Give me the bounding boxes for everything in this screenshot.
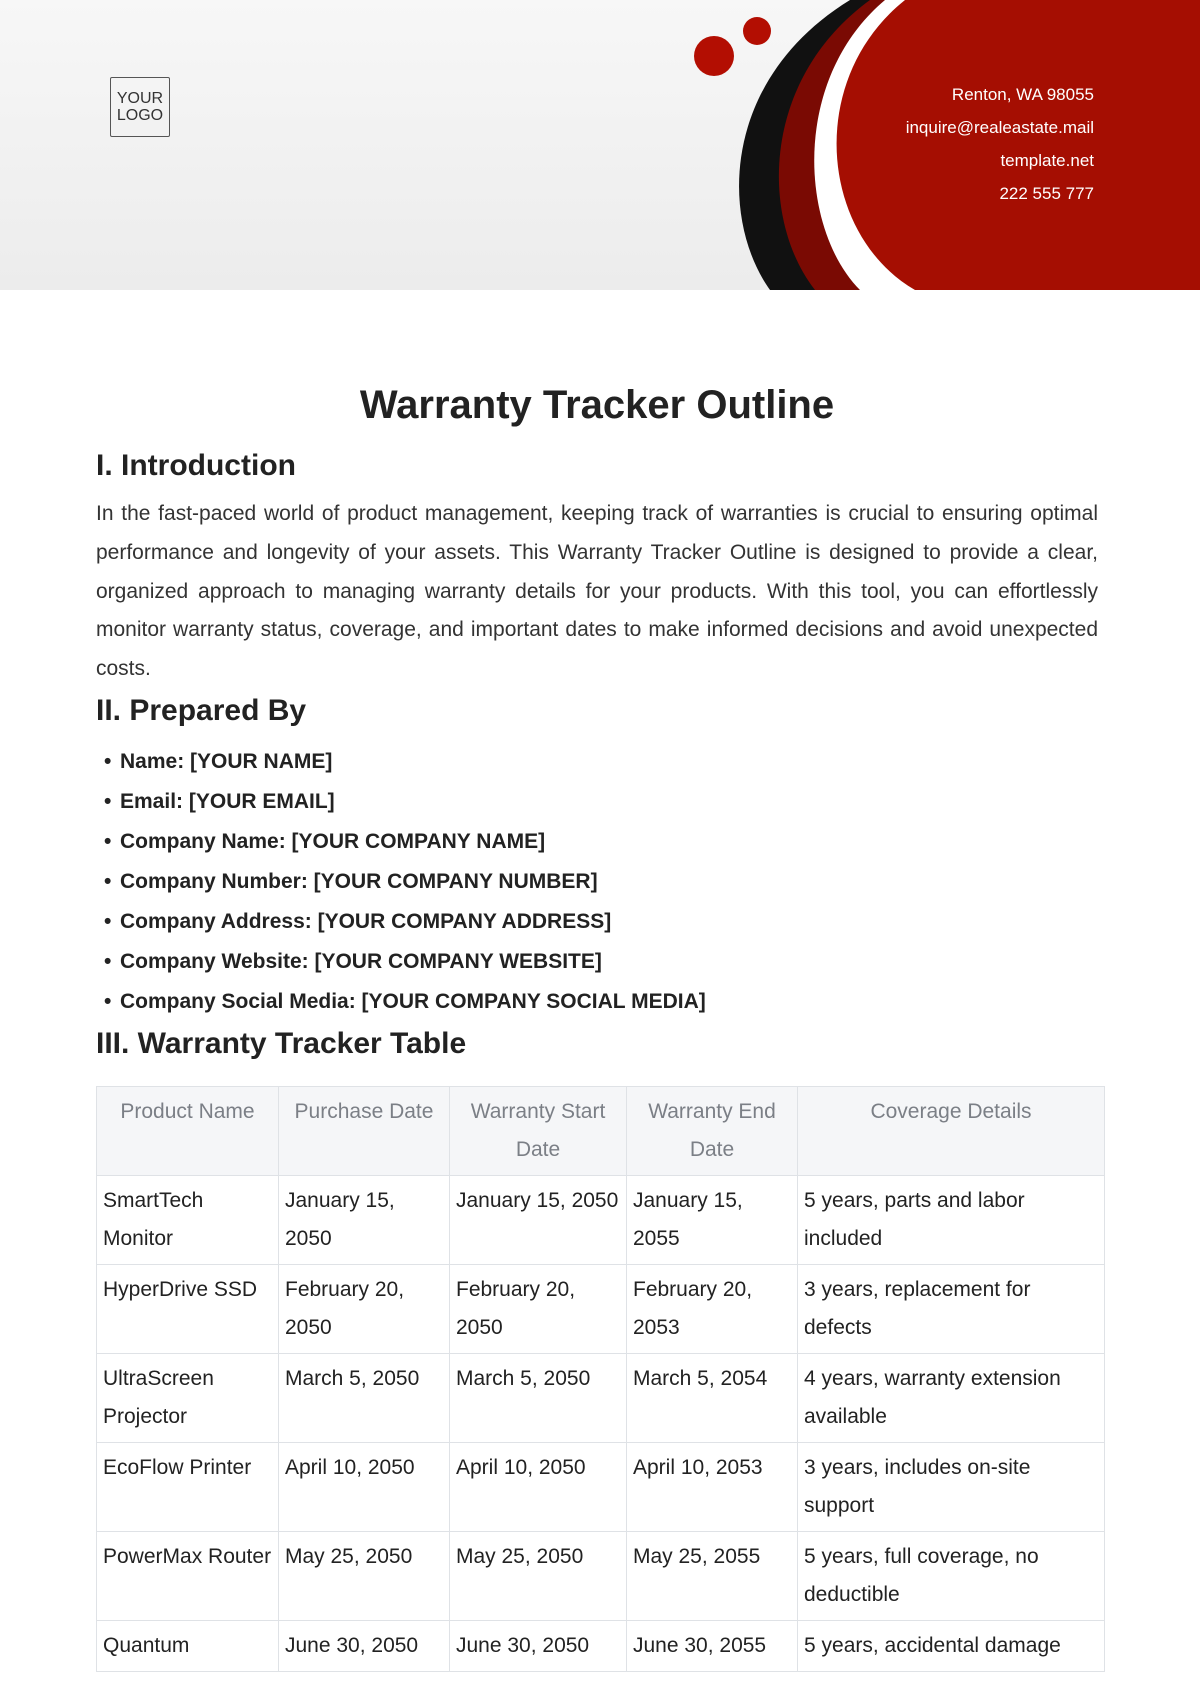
cell-purchase-date: June 30, 2050: [279, 1620, 450, 1671]
cell-warranty-end: June 30, 2055: [627, 1620, 798, 1671]
page-title: Warranty Tracker Outline: [359, 383, 835, 427]
cell-product-name: EcoFlow Printer: [97, 1442, 279, 1531]
table-row: [97, 1531, 1105, 1620]
cell-product-name: PowerMax Router: [97, 1531, 279, 1620]
cell-purchase-date: March 5, 2050: [279, 1353, 450, 1442]
contact-phone: 222 555 777: [999, 184, 1094, 203]
contact-website[interactable]: template.net: [1000, 151, 1094, 170]
warranty-tracker-table: [96, 1086, 1105, 1672]
prepared-by-company-social: • Company Social Media: [YOUR COMPANY SOCIAL MEDIA]: [96, 982, 1098, 1022]
logo-line-1: YOUR: [116, 90, 164, 107]
cell-warranty-end: May 25, 2055: [627, 1531, 798, 1620]
cell-purchase-date: January 15, 2050: [279, 1175, 450, 1264]
prepared-by-list: [96, 742, 1098, 1022]
cell-warranty-start: March 5, 2050: [450, 1353, 627, 1442]
table-row: [97, 1353, 1105, 1442]
contact-email[interactable]: inquire@realeastate.mail: [905, 118, 1094, 137]
contact-block: [906, 78, 1094, 210]
cell-warranty-end: February 20, 2053: [627, 1264, 798, 1353]
prepared-by-email: • Email: [YOUR EMAIL]: [96, 782, 1098, 822]
column-header: Warranty Start Date: [450, 1086, 627, 1175]
table-row: [97, 1264, 1105, 1353]
logo-placeholder: [110, 77, 170, 137]
cell-purchase-date: February 20, 2050: [279, 1264, 450, 1353]
cell-warranty-start: April 10, 2050: [450, 1442, 627, 1531]
prepared-by-heading: II. Prepared By: [96, 693, 307, 727]
prepared-by-company-website: • Company Website: [YOUR COMPANY WEBSITE]: [96, 942, 1098, 982]
contact-address: Renton, WA 98055: [951, 85, 1094, 104]
cell-warranty-start: May 25, 2050: [450, 1531, 627, 1620]
introduction-heading: I. Introduction: [96, 449, 296, 482]
column-header: Warranty End Date: [627, 1086, 798, 1175]
introduction-body: In the fast-paced world of product management, keeping track of warranties is crucial to ensuring optimal performance and longevity of your assets. This Warranty Tracker Outline is designed to provide a clear, organized approach to managing warranty details for your products. With this tool, you can effortlessly monitor warranty status, coverage, and important dates to make informed decisions and avoid unexpected costs.: [96, 502, 1098, 681]
cell-product-name: Quantum: [97, 1620, 279, 1671]
cell-warranty-end: January 15, 2055: [627, 1175, 798, 1264]
cell-product-name: SmartTech Monitor: [97, 1175, 279, 1264]
cell-coverage: 5 years, parts and labor included: [798, 1175, 1105, 1264]
column-header: Purchase Date: [279, 1086, 450, 1175]
table-row: [97, 1175, 1105, 1264]
prepared-by-name: • Name: [YOUR NAME]: [96, 742, 1098, 782]
prepared-by-company-number: • Company Number: [YOUR COMPANY NUMBER]: [96, 862, 1098, 902]
cell-warranty-start: January 15, 2050: [450, 1175, 627, 1264]
cell-coverage: 3 years, replacement for defects: [798, 1264, 1105, 1353]
warranty-table-heading: III. Warranty Tracker Table: [96, 1026, 467, 1060]
column-header: Coverage Details: [798, 1086, 1105, 1175]
cell-purchase-date: May 25, 2050: [279, 1531, 450, 1620]
prepared-by-company-address: • Company Address: [YOUR COMPANY ADDRESS]: [96, 902, 1098, 942]
cell-warranty-end: April 10, 2053: [627, 1442, 798, 1531]
table-row: [97, 1620, 1105, 1671]
cell-product-name: UltraScreen Projector: [97, 1353, 279, 1442]
cell-warranty-start: June 30, 2050: [450, 1620, 627, 1671]
cell-purchase-date: April 10, 2050: [279, 1442, 450, 1531]
small-red-dot: [743, 17, 771, 45]
cell-coverage: 3 years, includes on-site support: [798, 1442, 1105, 1531]
cell-warranty-start: February 20, 2050: [450, 1264, 627, 1353]
letterhead: [0, 0, 1200, 290]
column-header: Product Name: [97, 1086, 279, 1175]
cell-coverage: 5 years, full coverage, no deductible: [798, 1531, 1105, 1620]
cell-coverage: 4 years, warranty extension available: [798, 1353, 1105, 1442]
table-row: [97, 1442, 1105, 1531]
cell-warranty-end: March 5, 2054: [627, 1353, 798, 1442]
logo-line-2: LOGO: [116, 107, 164, 124]
cell-product-name: HyperDrive SSD: [97, 1264, 279, 1353]
document-body: [96, 380, 1098, 1672]
cell-coverage: 5 years, accidental damage: [798, 1620, 1105, 1671]
prepared-by-company-name: • Company Name: [YOUR COMPANY NAME]: [96, 822, 1098, 862]
table-header-row: [97, 1086, 1105, 1175]
large-red-dot: [694, 36, 734, 76]
